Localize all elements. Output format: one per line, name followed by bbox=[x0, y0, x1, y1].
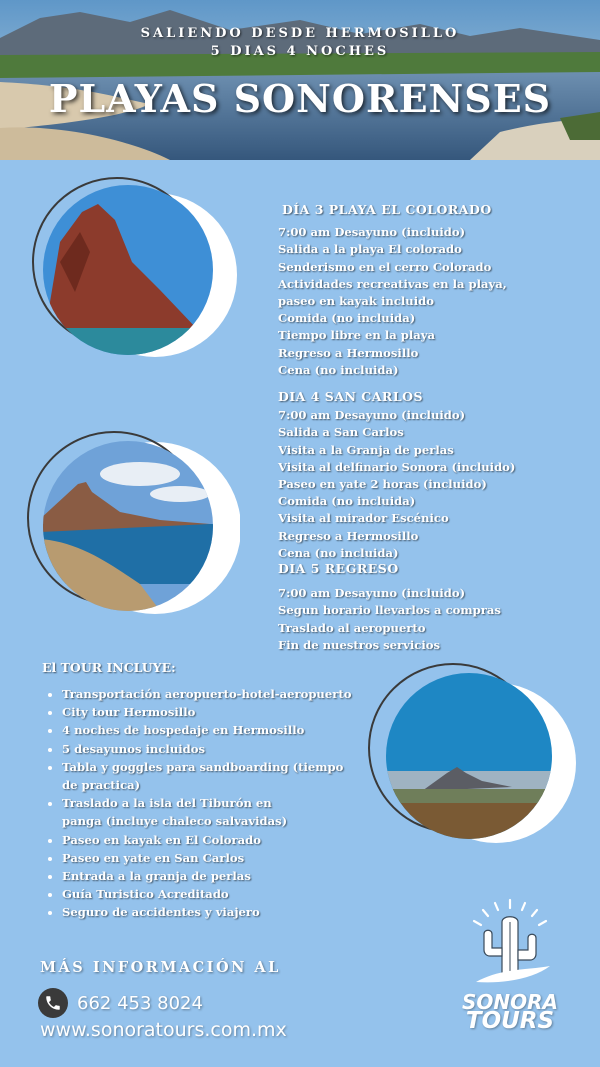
hero-banner bbox=[0, 0, 600, 160]
sonora-tours-logo bbox=[450, 898, 570, 1038]
cactus-sun-icon bbox=[450, 898, 570, 994]
day3-item: Tiempo libre en la playa bbox=[278, 328, 436, 343]
includes-item: • Tabla y goggles para sandboarding (tiempo de practica) bbox=[62, 758, 362, 794]
day4-item: Visita a la Granja de perlas bbox=[278, 442, 454, 457]
more-info-heading: MÁS INFORMACIÓN AL bbox=[40, 959, 281, 976]
includes-section bbox=[42, 660, 362, 922]
day5-item: Traslado al aeropuerto bbox=[278, 620, 426, 635]
day4-item: Salida a San Carlos bbox=[278, 425, 404, 440]
day4-item: Comida (no incluida) bbox=[278, 494, 416, 509]
includes-item: • Paseo en yate en San Carlos bbox=[62, 849, 362, 867]
day3-item: Salida a la playa El colorado bbox=[278, 242, 462, 257]
day4-item: Regreso a Hermosillo bbox=[278, 528, 419, 543]
includes-item: • Paseo en kayak en El Colorado bbox=[62, 831, 362, 849]
includes-item: • City tour Hermosillo bbox=[62, 703, 362, 721]
phone-number[interactable]: 662 453 8024 bbox=[77, 992, 203, 1014]
photo-mountain-circle bbox=[20, 424, 240, 634]
includes-list bbox=[42, 685, 362, 922]
day5-section bbox=[278, 560, 578, 654]
day3-item: Cena (no incluida) bbox=[278, 362, 399, 377]
logo-line-2: TOURS bbox=[465, 1008, 555, 1034]
day3-item: Regreso a Hermosillo bbox=[278, 345, 419, 360]
includes-item: • 4 noches de hospedaje en Hermosillo bbox=[62, 721, 362, 739]
day5-item: Segun horario llevarlos a compras bbox=[278, 603, 501, 618]
day4-item: Visita al delfinario Sonora (incluido) bbox=[278, 459, 516, 474]
day3-item: 7:00 am Desayuno (incluido) bbox=[278, 225, 466, 240]
website-link[interactable]: www.sonoratours.com.mx bbox=[40, 1019, 287, 1041]
hero-subtitle-duration: 5 DIAS 4 NOCHES bbox=[210, 44, 390, 59]
day3-item: Senderismo en el cerro Colorado bbox=[278, 259, 492, 274]
day4-item: Paseo en yate 2 horas (incluido) bbox=[278, 477, 487, 492]
day3-section bbox=[278, 201, 578, 379]
phone-contact[interactable] bbox=[38, 988, 203, 1018]
photo-red-rock-circle bbox=[20, 172, 240, 372]
day4-item: 7:00 am Desayuno (incluido) bbox=[278, 408, 466, 423]
includes-item: • 5 desayunos incluidos bbox=[62, 740, 362, 758]
day5-item: 7:00 am Desayuno (incluido) bbox=[278, 586, 466, 601]
day4-heading: DIA 4 SAN CARLOS bbox=[278, 389, 424, 404]
includes-item: • Guía Turistico Acreditado bbox=[62, 885, 362, 903]
day3-item: Comida (no incluida) bbox=[278, 311, 416, 326]
hero-subtitle-departure: SALIENDO DESDE HERMOSILLO bbox=[140, 26, 460, 41]
logo-line-1: SONORA bbox=[461, 990, 559, 1014]
includes-item: • Traslado a la isla del Tiburón en panga (incluye chaleco salvavidas) bbox=[62, 794, 312, 830]
day5-item: Fin de nuestros servicios bbox=[278, 637, 441, 652]
includes-item: • Transportación aeropuerto-hotel-aeropuerto bbox=[62, 685, 362, 703]
day4-section bbox=[278, 388, 578, 562]
day5-heading: DIA 5 REGRESO bbox=[278, 561, 399, 576]
day3-item: Actividades recreativas en la playa, paseo en kayak incluido bbox=[278, 276, 507, 309]
day3-heading: DÍA 3 PLAYA EL COLORADO bbox=[282, 202, 492, 217]
phone-icon bbox=[38, 988, 68, 1018]
includes-item: • Seguro de accidentes y viajero bbox=[62, 903, 362, 921]
includes-heading: El TOUR INCLUYE: bbox=[42, 660, 176, 675]
photo-landscape-circle bbox=[362, 663, 578, 843]
includes-item: • Entrada a la granja de perlas bbox=[62, 867, 362, 885]
day4-item: Cena (no incluida) bbox=[278, 545, 399, 560]
day4-item: Visita al mirador Escénico bbox=[278, 511, 449, 526]
page-title: PLAYAS SONORENSES bbox=[48, 76, 552, 121]
